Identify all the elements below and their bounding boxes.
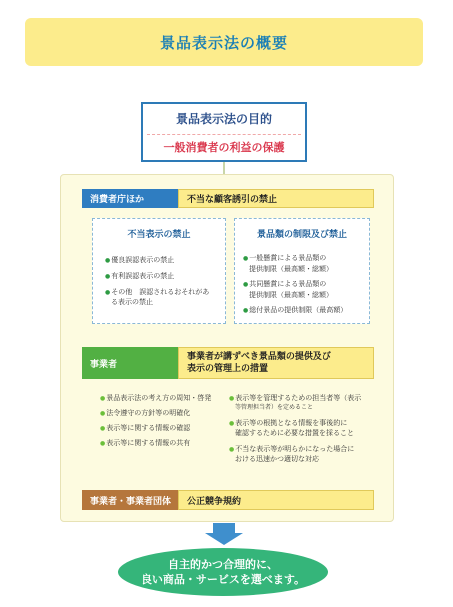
list-item: ●有利誤認表示の禁止 <box>105 272 175 280</box>
bullet-icon: ● <box>243 281 249 288</box>
bullet-icon: ● <box>229 446 235 453</box>
list-item: ●総付景品の提供制限（最高額） <box>243 306 348 314</box>
premium-title: 景品類の制限及び禁止 <box>256 230 347 240</box>
list-item: ●表示等を管理するための担当者等（表示 <box>229 394 362 402</box>
list-item: ●法令遵守の方針等の明確化 <box>100 409 191 417</box>
conclusion-ellipse <box>118 548 328 596</box>
list-item: ●景品表示法の考え方の周知・啓発 <box>100 394 212 402</box>
association-title: 公正競争規約 <box>178 490 374 510</box>
bullet-icon: ● <box>100 440 106 447</box>
bullet-icon: ● <box>105 273 111 280</box>
conclusion-line2: 良い商品・サービスを選べます。 <box>140 573 306 586</box>
connector-line <box>223 162 225 174</box>
association-label: 事業者・事業者団体 <box>82 490 178 510</box>
bullet-icon: ● <box>243 307 249 314</box>
down-arrow-head-icon <box>205 533 243 545</box>
bullet-icon: ● <box>100 425 106 432</box>
bullet-icon: ● <box>105 289 111 296</box>
business-label: 事業者 <box>82 347 178 379</box>
list-item: ●表示等に関する情報の確認 <box>100 424 191 432</box>
bullet-icon: ● <box>229 420 235 427</box>
list-item: 確認するために必要な措置を採ること <box>235 429 354 437</box>
down-arrow-icon <box>213 523 235 533</box>
conclusion-line1: 自主的かつ合理的に、 <box>168 558 278 571</box>
list-item: ●一般懸賞による景品類の <box>243 254 327 262</box>
list-item: 提供制限（最高額・総額） <box>249 265 333 273</box>
list-item: る表示の禁止 <box>111 298 153 306</box>
list-item: おける迅速かつ適切な対応 <box>235 455 319 463</box>
purpose-box <box>141 102 307 162</box>
list-item: ●表示等に関する情報の共有 <box>100 439 191 447</box>
misrepresentation-title: 不当表示の禁止 <box>127 230 191 240</box>
page-title: 景品表示法の概要 <box>159 33 288 52</box>
list-item: 提供制限（最高額・総額） <box>249 291 333 299</box>
list-item: ●不当な表示等が明らかになった場合に <box>229 445 355 453</box>
misrepresentation-box <box>92 218 226 324</box>
purpose-heading: 景品表示法の目的 <box>175 112 272 126</box>
bullet-icon: ● <box>229 395 235 402</box>
business-title: 事業者が講ずべき景品類の提供及び 表示の管理上の措置 <box>178 347 374 379</box>
purpose-subheading: 一般消費者の利益の保護 <box>147 134 301 159</box>
bullet-icon: ● <box>100 395 106 402</box>
premium-box <box>234 218 370 324</box>
list-item: ●優良誤認表示の禁止 <box>105 256 175 264</box>
title-banner <box>25 18 423 66</box>
list-item: ●共同懸賞による景品類の <box>243 280 327 288</box>
agency-label: 消費者庁ほか <box>82 189 178 208</box>
list-item: ●表示等の根拠となる情報を事後的に <box>229 419 348 427</box>
bullet-icon: ● <box>100 410 106 417</box>
list-item: 等管理担当者）を定めること <box>235 404 314 411</box>
bullet-icon: ● <box>105 257 111 264</box>
list-item: ●その他 誤認されるおそれがあ <box>105 288 210 296</box>
agency-title: 不当な顧客誘引の禁止 <box>178 189 374 208</box>
bullet-icon: ● <box>243 255 249 262</box>
